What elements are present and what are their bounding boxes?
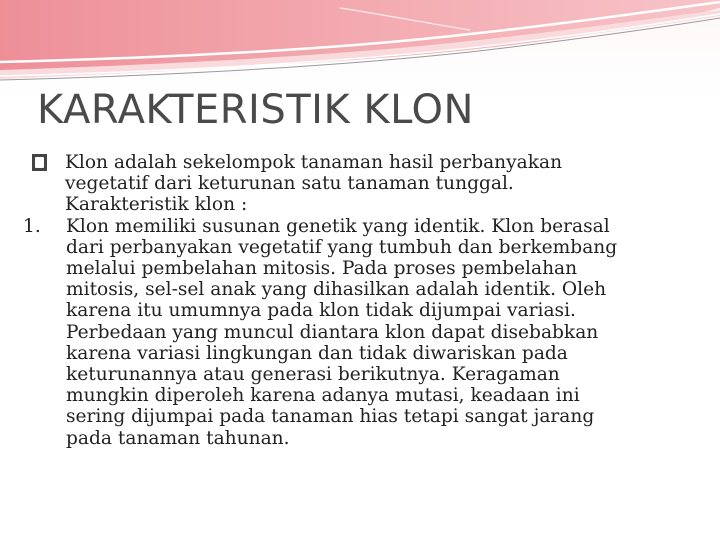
slide-title: KARAKTERISTIK KLON xyxy=(37,87,474,133)
text-line: keturunannya atau generasi berikutnya. Keragaman xyxy=(66,364,560,386)
text-line: karena variasi lingkungan dan tidak diwariskan pada xyxy=(66,342,568,364)
bullet-glyph-icon xyxy=(32,154,47,171)
text-line: Klon memiliki susunan genetik yang identik. Klon berasal xyxy=(66,215,610,237)
text-line: sering dijumpai pada tanaman hias tetapi sangat jarang xyxy=(66,406,595,428)
bullet-paragraph xyxy=(30,152,690,216)
text-line: Perbedaan yang muncul diantara klon dapat disebabkan xyxy=(66,321,599,343)
text-line: melalui pembelahan mitosis. Pada proses pembelahan xyxy=(66,258,578,280)
text-line: karena itu umumnya pada klon tidak dijumpai variasi. xyxy=(66,300,576,322)
text-line: mungkin diperoleh karena adanya mutasi, keadaan ini xyxy=(66,385,580,407)
text-line: mitosis, sel-sel anak yang dihasilkan adalah identik. Oleh xyxy=(66,279,607,301)
slide-body xyxy=(23,152,690,449)
header-ribbon-decoration xyxy=(0,0,720,90)
numbered-paragraph xyxy=(23,215,690,449)
list-number: 1. xyxy=(23,215,41,237)
text-line: pada tanaman tahunan. xyxy=(66,427,290,449)
text-line: vegetatif dari keturunan satu tanaman tunggal. xyxy=(65,173,514,195)
text-line: Karakteristik klon : xyxy=(65,194,248,216)
text-line: Klon adalah sekelompok tanaman hasil perbanyakan xyxy=(65,152,563,173)
text-line: dari perbanyakan vegetatif yang tumbuh dan berkembang xyxy=(66,236,618,258)
